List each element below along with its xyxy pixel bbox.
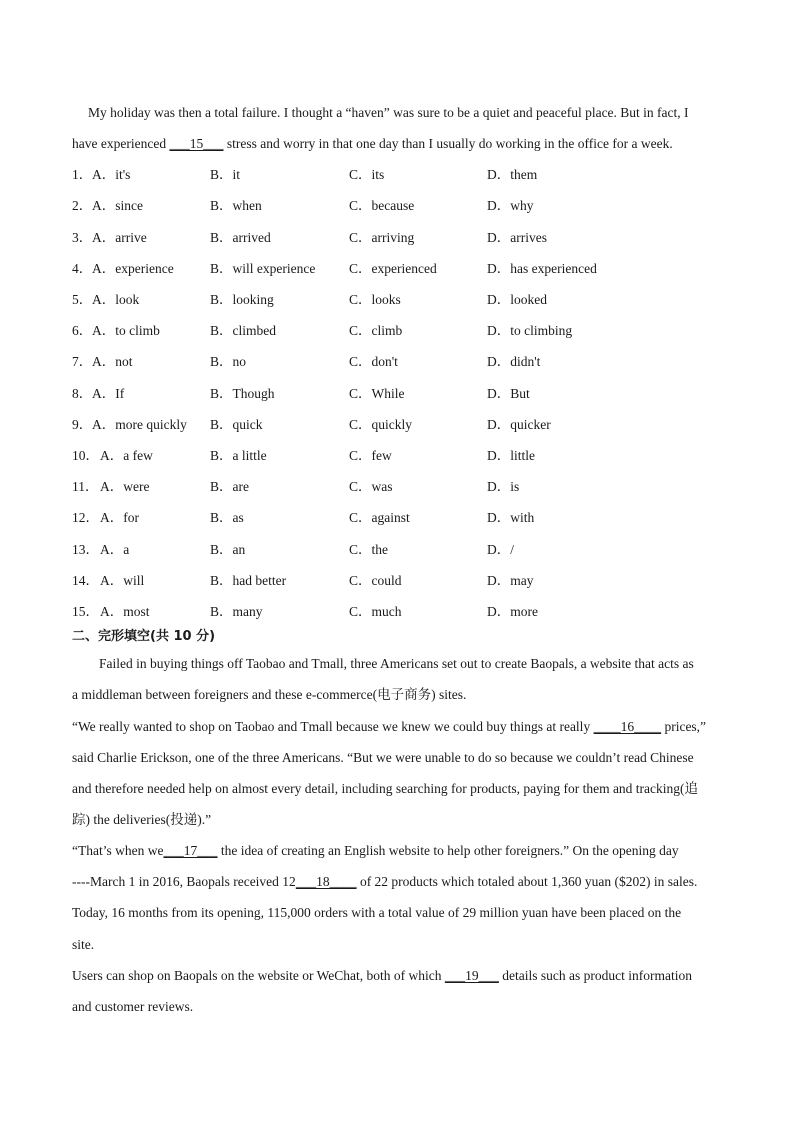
passage2-p2-line4: 踪) the deliveries(投递).” <box>72 812 212 827</box>
option-b: B．when <box>210 198 262 213</box>
passage1-line2-post: stress and worry in that one day than I usually do working in the office for a week. <box>223 136 673 151</box>
option-c: C．While <box>349 386 405 401</box>
option-d: D．why <box>487 198 534 213</box>
question-number: 10． <box>72 448 99 463</box>
option-c: C．because <box>349 198 415 213</box>
option-a: A．most <box>100 604 150 619</box>
passage2-p2-line1-pre: “We really wanted to shop on Taobao and Tmall because we knew we could buy things at really <box>72 719 594 734</box>
blank-15: ___15___ <box>169 136 224 151</box>
option-b: B．Though <box>210 386 275 401</box>
passage2-p3-line2-post: of 22 products which totaled about 1,360 yuan ($202) in sales. <box>356 874 698 889</box>
option-a: A．for <box>100 510 139 525</box>
option-d: D．has experienced <box>487 261 597 276</box>
option-a: A．to climb <box>92 323 160 338</box>
question-row <box>72 478 732 496</box>
blank-19: ___19___ <box>444 968 499 983</box>
passage2-p3-line4: site. <box>72 937 95 952</box>
passage1-line2-pre: have experienced <box>72 136 170 151</box>
option-c: C．could <box>349 573 402 588</box>
passage1-line2 <box>72 135 673 153</box>
question-row <box>72 509 732 527</box>
option-a: A．experience <box>92 261 174 276</box>
question-number: 2． <box>72 198 93 213</box>
option-a: A．a <box>100 542 130 557</box>
passage2-p3-line1 <box>72 842 679 860</box>
option-b: B．will experience <box>210 261 316 276</box>
option-b: B．quick <box>210 417 263 432</box>
passage2-p4-line2: and customer reviews. <box>72 999 194 1014</box>
option-b: B．had better <box>210 573 287 588</box>
option-c: C．experienced <box>349 261 437 276</box>
option-b: B．many <box>210 604 263 619</box>
option-b: B．as <box>210 510 244 525</box>
option-a: A．not <box>92 354 133 369</box>
option-b: B．a little <box>210 448 267 463</box>
option-d: D．little <box>487 448 535 463</box>
option-a: A．were <box>100 479 150 494</box>
passage2-p1-line1: Failed in buying things off Taobao and Tmall, three Americans set out to create Baopals, a website that acts as <box>99 656 694 671</box>
question-row <box>72 447 732 465</box>
passage2-p2-line2: said Charlie Erickson, one of the three Americans. “But we were unable to do so because we couldn’t read Chinese <box>72 750 694 765</box>
option-a: A．a few <box>100 448 153 463</box>
option-d: D．arrives <box>487 230 547 245</box>
passage2-p3-line1-pre: “That’s when we <box>72 843 164 858</box>
question-row <box>72 541 732 559</box>
question-number: 4． <box>72 261 93 276</box>
option-b: B．climbed <box>210 323 276 338</box>
option-d: D．them <box>487 167 538 182</box>
question-row <box>72 353 732 371</box>
question-number: 11． <box>72 479 99 494</box>
question-number: 15． <box>72 604 99 619</box>
option-c: C．the <box>349 542 388 557</box>
option-a: A．will <box>100 573 145 588</box>
passage2-p4-line1-post: details such as product information <box>498 968 692 983</box>
question-row <box>72 166 732 184</box>
option-c: C．don't <box>349 354 398 369</box>
passage2-p3-line1-post: the idea of creating an English website to help other foreigners.” On the opening day <box>217 843 679 858</box>
option-b: B．looking <box>210 292 274 307</box>
option-c: C．looks <box>349 292 401 307</box>
blank-18: ___18____ <box>295 874 357 889</box>
question-row <box>72 197 732 215</box>
question-number: 3． <box>72 230 93 245</box>
passage2-p4-line1 <box>72 967 692 985</box>
passage2-p3-line2 <box>72 873 697 891</box>
question-number: 9． <box>72 417 93 432</box>
blank-16: ____16____ <box>593 719 662 734</box>
option-d: D．more <box>487 604 538 619</box>
passage2-p2-line1 <box>72 718 706 736</box>
passage1-line1: My holiday was then a total failure. I thought a “haven” was sure to be a quiet and peaceful place. But in fact, I <box>88 105 689 120</box>
option-a: A．since <box>92 198 143 213</box>
section-title: 二、完形填空(共 10 分) <box>72 629 216 644</box>
option-b: B．arrived <box>210 230 271 245</box>
option-b: B．no <box>210 354 247 369</box>
option-a: A．arrive <box>92 230 147 245</box>
question-number: 5． <box>72 292 93 307</box>
passage2-p3-line3: Today, 16 months from its opening, 115,000 orders with a total value of 29 million yuan have been placed on the <box>72 905 682 920</box>
blank-17: ___17___ <box>163 843 218 858</box>
question-number: 8． <box>72 386 93 401</box>
question-number: 12． <box>72 510 99 525</box>
question-number: 14． <box>72 573 99 588</box>
passage2-p3-line2-pre: ----March 1 in 2016, Baopals received 12 <box>72 874 296 889</box>
option-d: D．may <box>487 573 534 588</box>
option-c: C．its <box>349 167 385 182</box>
question-row <box>72 416 732 434</box>
option-d: D．didn't <box>487 354 541 369</box>
option-d: D．to climbing <box>487 323 573 338</box>
option-c: C．much <box>349 604 402 619</box>
question-number: 13． <box>72 542 99 557</box>
question-number: 1． <box>72 167 93 182</box>
option-c: C．climb <box>349 323 403 338</box>
question-row <box>72 291 732 309</box>
option-b: B．an <box>210 542 246 557</box>
option-c: C．quickly <box>349 417 412 432</box>
option-b: B．it <box>210 167 241 182</box>
question-row <box>72 385 732 403</box>
question-row <box>72 603 732 621</box>
option-a: A．it's <box>92 167 131 182</box>
option-d: D．looked <box>487 292 547 307</box>
question-row <box>72 572 732 590</box>
passage2-p4-line1-pre: Users can shop on Baopals on the website or WeChat, both of which <box>72 968 445 983</box>
option-c: C．was <box>349 479 393 494</box>
question-row <box>72 322 732 340</box>
passage2-p2-line3: and therefore needed help on almost every detail, including searching for products, paying for them and tracking(追 <box>72 781 699 796</box>
option-d: D．But <box>487 386 530 401</box>
option-c: C．arriving <box>349 230 415 245</box>
option-a: A．If <box>92 386 125 401</box>
option-d: D．with <box>487 510 535 525</box>
option-a: A．look <box>92 292 140 307</box>
passage2-p2-line1-post: prices,” <box>661 719 707 734</box>
option-d: D．quicker <box>487 417 551 432</box>
passage2-p1-line2: a middleman between foreigners and these e-commerce(电子商务) sites. <box>72 687 467 702</box>
option-d: D．/ <box>487 542 514 557</box>
question-number: 6． <box>72 323 93 338</box>
question-row <box>72 229 732 247</box>
option-a: A．more quickly <box>92 417 187 432</box>
question-number: 7． <box>72 354 93 369</box>
option-c: C．against <box>349 510 410 525</box>
option-c: C．few <box>349 448 392 463</box>
option-b: B．are <box>210 479 249 494</box>
question-row <box>72 260 732 278</box>
option-d: D．is <box>487 479 520 494</box>
